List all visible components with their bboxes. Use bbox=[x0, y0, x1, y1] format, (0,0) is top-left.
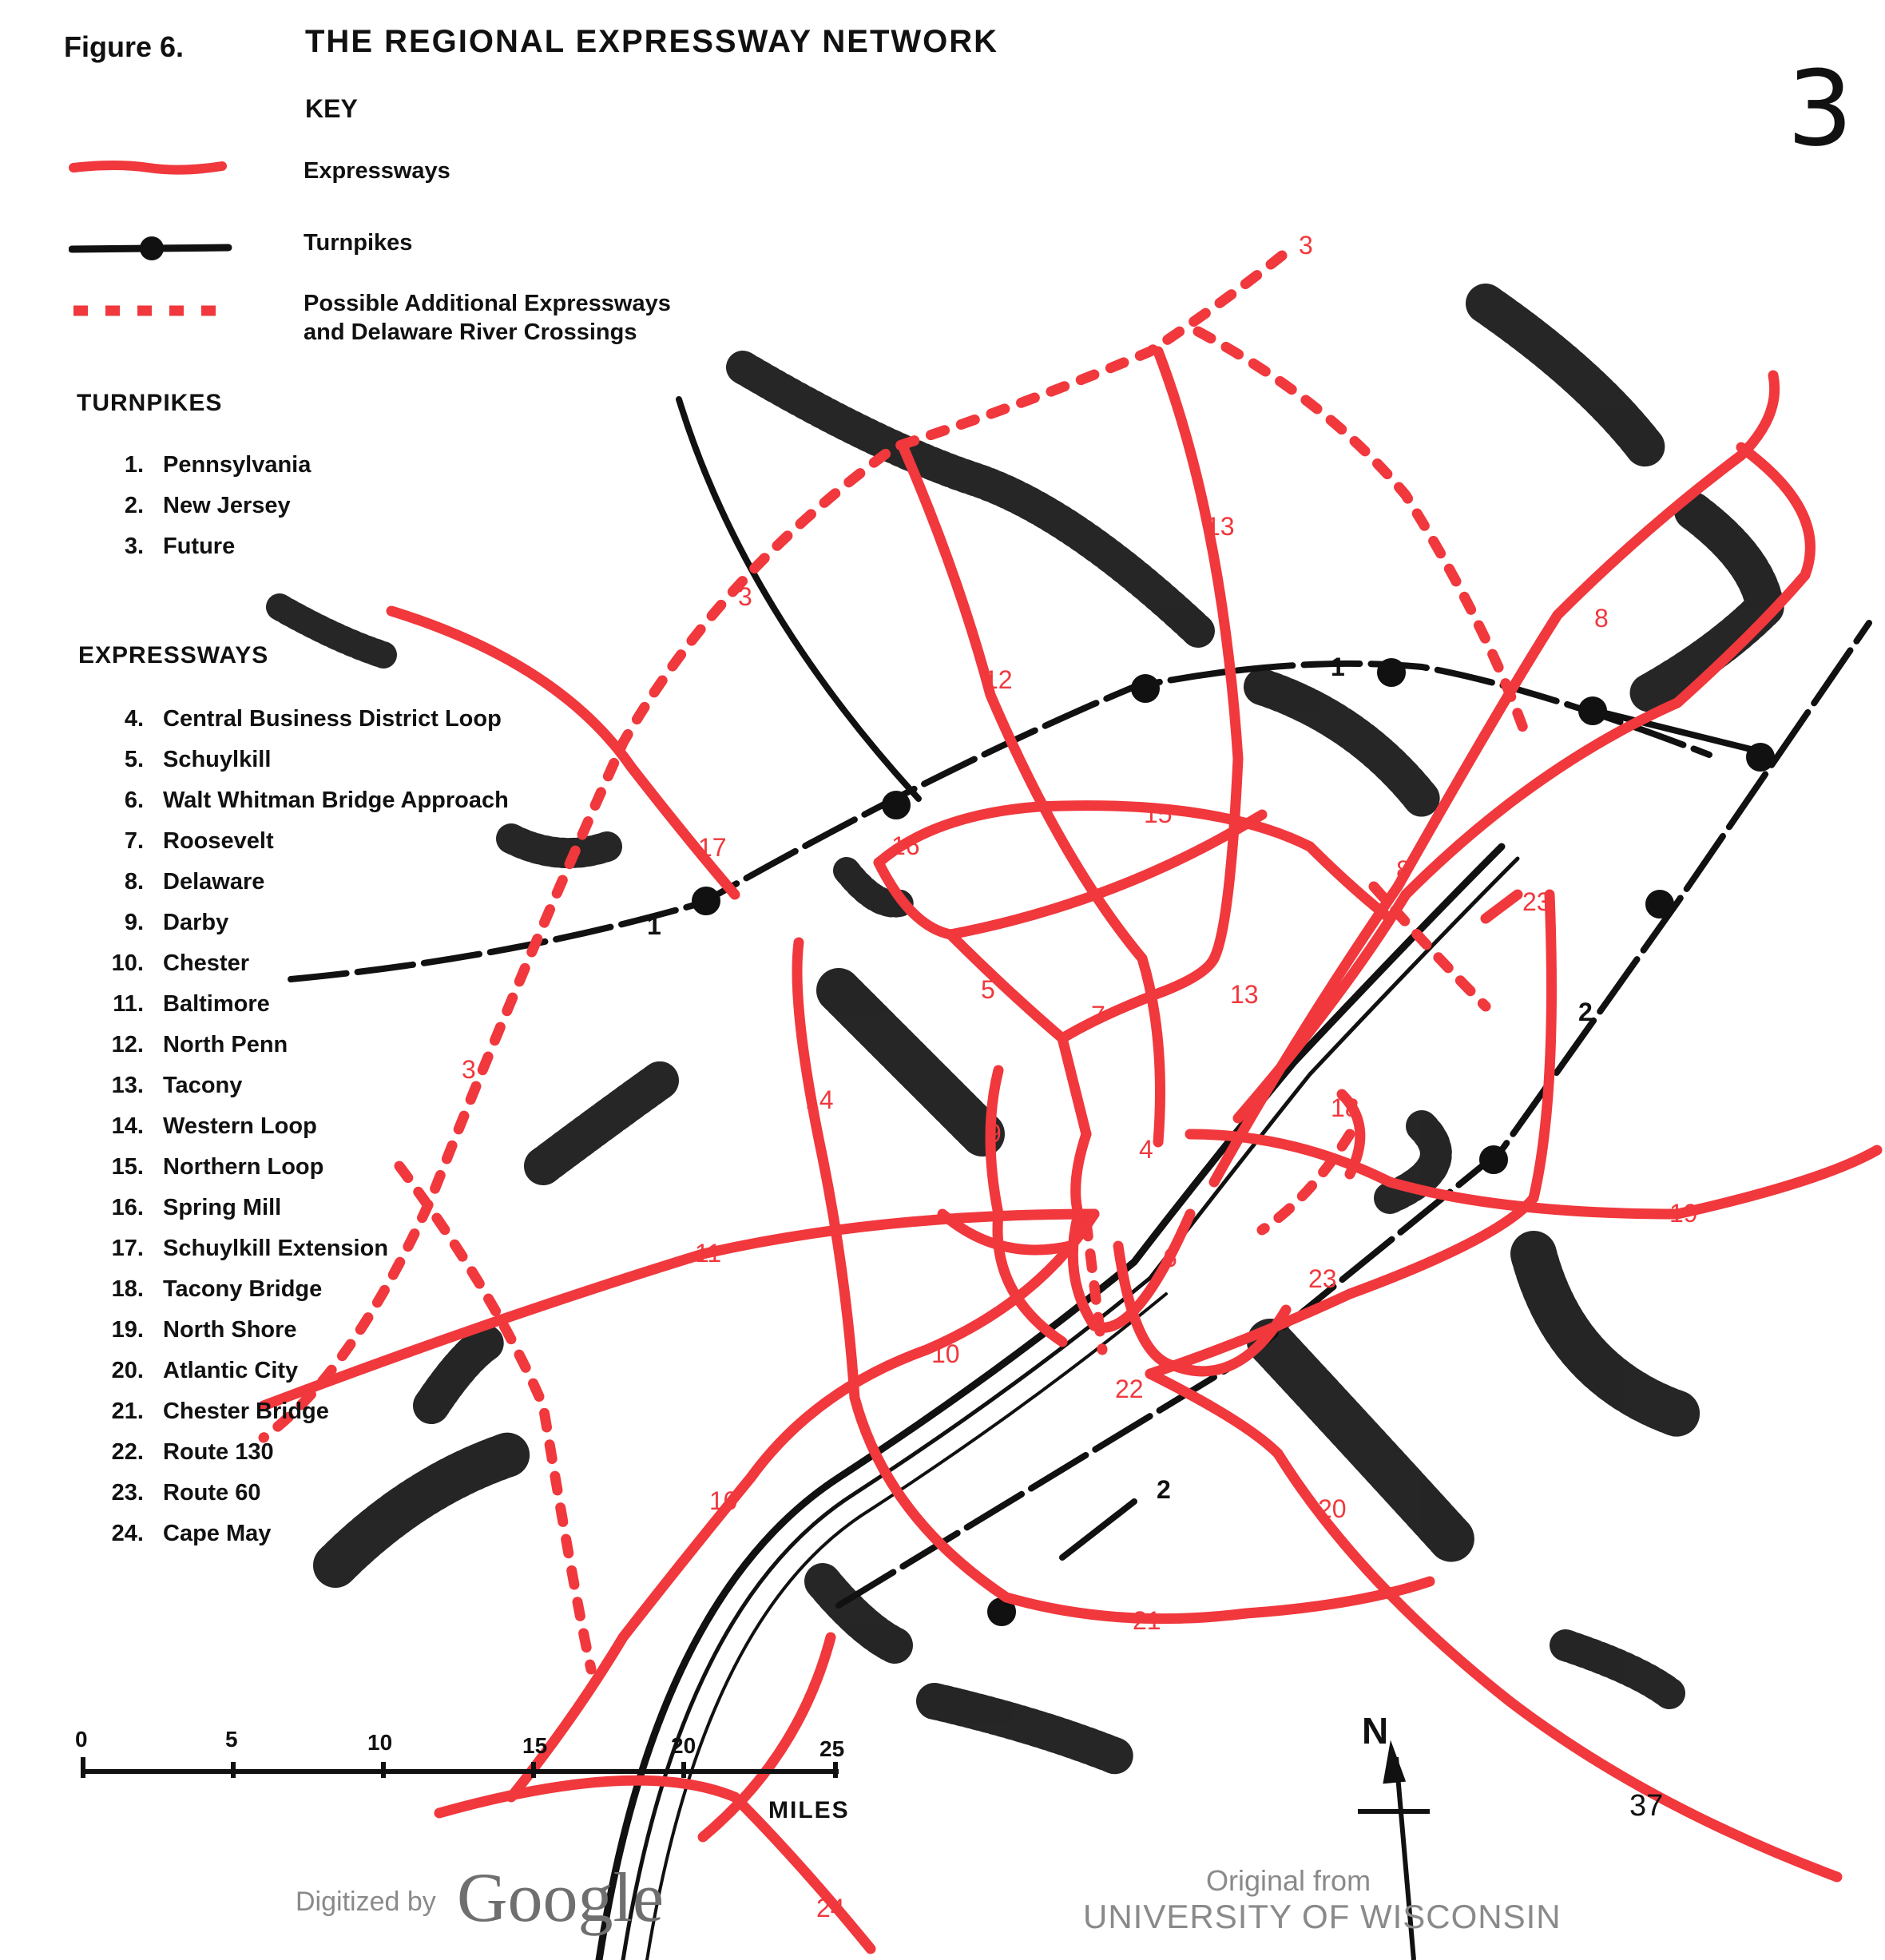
route-label-18: 18 bbox=[1331, 1093, 1359, 1122]
list-item: 24. Cape May bbox=[111, 1521, 272, 1546]
list-item: 5. Schuylkill bbox=[124, 747, 272, 772]
route-label-4: 4 bbox=[1139, 1135, 1153, 1164]
key-turnpikes-label: Turnpikes bbox=[304, 230, 413, 256]
page-corner-number: 3 bbox=[1787, 48, 1853, 169]
list-item: 8. Delaware bbox=[124, 869, 265, 895]
route-label-19: 19 bbox=[1669, 1199, 1698, 1228]
scale-unit-label: MILES bbox=[768, 1797, 850, 1823]
route-label-3-south: 3 bbox=[462, 1055, 476, 1084]
key-possible-label-2: and Delaware River Crossings bbox=[304, 319, 637, 345]
route-label-8-south: 8 bbox=[1396, 855, 1411, 884]
route-label-7: 7 bbox=[1091, 1001, 1105, 1030]
watermark-digitized: Digitized by bbox=[296, 1887, 436, 1917]
turnpike-label-2-north: 2 bbox=[1578, 998, 1593, 1026]
route-label-3-mid: 3 bbox=[738, 582, 752, 611]
route-label-14: 14 bbox=[805, 1085, 834, 1114]
turnpike-label-2-south: 2 bbox=[1157, 1475, 1171, 1504]
list-item: 20. Atlantic City bbox=[111, 1358, 299, 1383]
list-item: 23. Route 60 bbox=[111, 1480, 261, 1506]
list-item: 18. Tacony Bridge bbox=[111, 1276, 323, 1302]
list-item: 9. Darby bbox=[124, 910, 229, 935]
list-item: 10. Chester bbox=[111, 950, 249, 976]
route-label-8-north: 8 bbox=[1594, 604, 1609, 633]
list-item: 13. Tacony bbox=[111, 1073, 243, 1098]
route-label-16: 16 bbox=[891, 831, 920, 860]
route-label-17: 17 bbox=[698, 833, 727, 862]
list-item: 1. Pennsylvania bbox=[124, 452, 312, 478]
turnpike-list bbox=[88, 452, 407, 572]
turnpike-label-1-west: 1 bbox=[647, 911, 661, 940]
route-label-3-north: 3 bbox=[1299, 231, 1313, 260]
expressways-heading: EXPRESSWAYS bbox=[78, 642, 269, 669]
list-item: 19. North Shore bbox=[111, 1317, 297, 1343]
scale-tick-20: 20 bbox=[671, 1733, 696, 1758]
route-label-23-north: 23 bbox=[1522, 887, 1551, 916]
list-item: 2. New Jersey bbox=[124, 493, 291, 518]
scale-tick-25: 25 bbox=[819, 1736, 845, 1761]
route-label-11: 11 bbox=[695, 1239, 722, 1268]
route-label-13-south: 13 bbox=[1230, 980, 1259, 1009]
key-expressways-label: Expressways bbox=[304, 158, 450, 184]
scale-tick-5: 5 bbox=[225, 1727, 238, 1752]
list-item: 14. Western Loop bbox=[111, 1113, 317, 1139]
route-label-22: 22 bbox=[1115, 1375, 1144, 1403]
watermark-google-logo: Google bbox=[457, 1859, 665, 1937]
route-label-10-north: 10 bbox=[931, 1339, 960, 1368]
turnpike-label-1-east: 1 bbox=[1331, 653, 1345, 681]
north-label: N bbox=[1362, 1710, 1389, 1752]
route-label-13-north: 13 bbox=[1206, 512, 1235, 541]
scale-tick-10: 10 bbox=[367, 1730, 393, 1755]
list-item: 6. Walt Whitman Bridge Approach bbox=[124, 788, 509, 813]
page-number: 37 bbox=[1629, 1789, 1664, 1823]
list-item: 16. Spring Mill bbox=[111, 1195, 282, 1220]
route-label-20: 20 bbox=[1318, 1494, 1347, 1523]
turnpikes-heading: TURNPIKES bbox=[77, 390, 223, 416]
scale-tick-15: 15 bbox=[522, 1733, 548, 1758]
route-label-15: 15 bbox=[1144, 799, 1173, 828]
watermark-university: UNIVERSITY OF WISCONSIN bbox=[1083, 1898, 1562, 1935]
key-heading: KEY bbox=[305, 94, 358, 123]
list-item: 21. Chester Bridge bbox=[111, 1399, 329, 1424]
list-item: 22. Route 130 bbox=[111, 1439, 274, 1465]
expressway-list bbox=[88, 706, 599, 1569]
list-item: 7. Roosevelt bbox=[124, 828, 274, 854]
list-item: 11. Baltimore bbox=[113, 991, 270, 1017]
route-label-23-south: 23 bbox=[1308, 1264, 1337, 1293]
list-item: 15. Northern Loop bbox=[111, 1154, 324, 1180]
watermark-original-from: Original from bbox=[1206, 1864, 1371, 1897]
route-label-9: 9 bbox=[987, 1119, 1002, 1148]
route-label-10-south: 10 bbox=[709, 1486, 738, 1515]
route-label-5: 5 bbox=[981, 975, 995, 1004]
route-label-24: 24 bbox=[816, 1894, 845, 1922]
route-label-21: 21 bbox=[1133, 1606, 1161, 1635]
key-possible-label-1: Possible Additional Expressways bbox=[304, 291, 671, 316]
figure-label: Figure 6. bbox=[64, 30, 185, 63]
route-label-12: 12 bbox=[984, 665, 1013, 694]
map-title: THE REGIONAL EXPRESSWAY NETWORK bbox=[305, 24, 999, 59]
list-item: 3. Future bbox=[124, 534, 236, 559]
list-item: 12. North Penn bbox=[111, 1032, 288, 1057]
scale-tick-0: 0 bbox=[75, 1727, 88, 1752]
list-item: 17. Schuylkill Extension bbox=[111, 1236, 389, 1261]
scale-bar bbox=[83, 1757, 839, 1778]
list-item: 4. Central Business District Loop bbox=[124, 706, 502, 732]
route-label-6: 6 bbox=[1163, 1244, 1177, 1272]
